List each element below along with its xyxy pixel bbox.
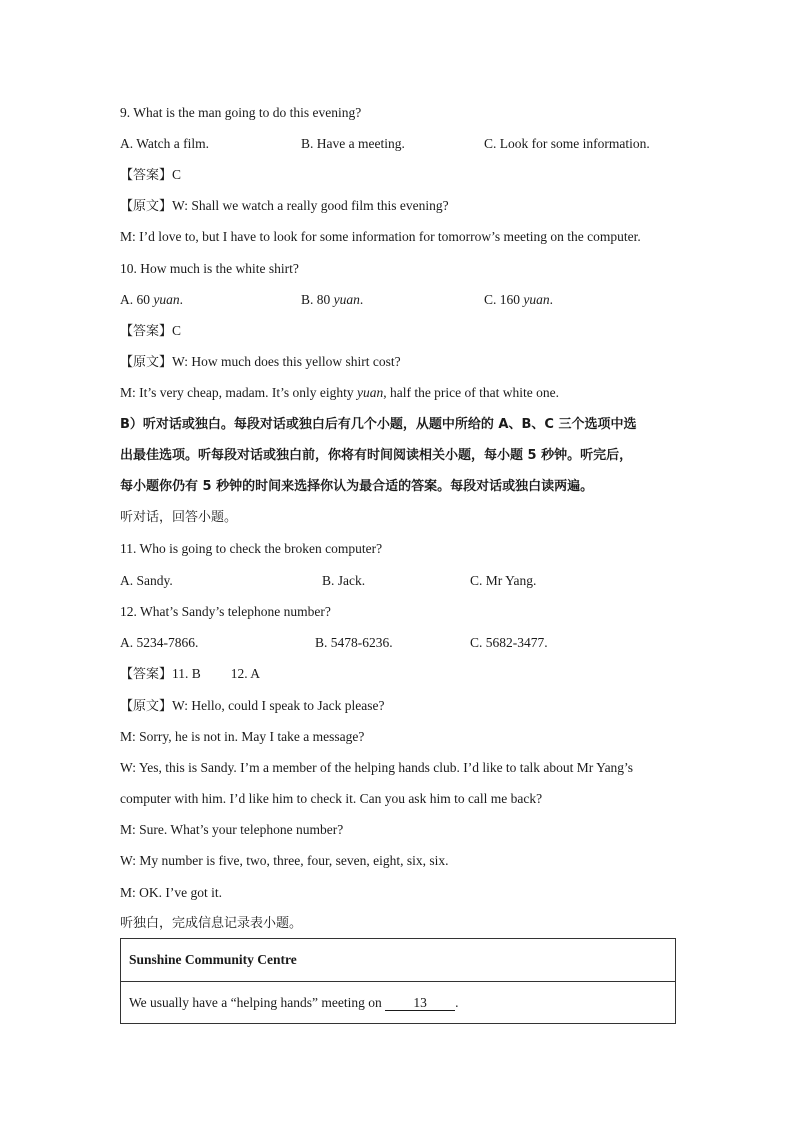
q9-answer <box>120 166 181 185</box>
transcript-label: 【原文】 <box>120 199 173 214</box>
table-row-text: We usually have a “helping hands” meeting on 13 . <box>129 995 459 1010</box>
section-b-instruction-2: 出最佳选项。听每段对话或独白前，你将有时间阅读相关小题，每小题 5 秒钟。听完后， <box>120 448 633 463</box>
table-title: Sunshine Community Centre <box>129 952 297 967</box>
answer-value: C <box>172 323 182 338</box>
answer-label: 【答案】 <box>120 667 173 682</box>
q11-12-transcript-2: M: Sorry, he is not in. May I take a message? <box>120 729 365 744</box>
q10-option-a: A. 60 yuan. <box>120 292 183 307</box>
section-b-instruction-1: B）听对话或独白。每段对话或独白后有几个小题，从题中所给的 A、B、C 三个选项中选 <box>120 417 637 432</box>
q11-12-transcript-5: M: Sure. What’s your telephone number? <box>120 822 344 837</box>
q11-12-transcript-3: W: Yes, this is Sandy. I’m a member of the helping hands club. I’d like to talk about Mr Yang’s <box>120 760 634 775</box>
q9-transcript-m: M: I’d love to, but I have to look for some information for tomorrow’s meeting on the computer. <box>120 229 641 244</box>
q9-option-b: B. Have a meeting. <box>301 136 405 151</box>
dialogue-prompt: 听对话，回答小题。 <box>120 510 238 525</box>
q12-option-b: B. 5478-6236. <box>315 635 393 650</box>
question-12: 12. What’s Sandy’s telephone number? <box>120 604 331 619</box>
transcript-label: 【原文】 <box>120 699 173 714</box>
q12-option-c: C. 5682-3477. <box>470 635 548 650</box>
q11-12-transcript-6: W: My number is five, two, three, four, seven, eight, six, six. <box>120 853 449 868</box>
q10-answer <box>120 322 181 341</box>
answer-value: C <box>172 167 182 182</box>
q11-12-transcript-4: computer with him. I’d like him to check it. Can you ask him to call me back? <box>120 791 543 806</box>
q11-option-c: C. Mr Yang. <box>470 573 537 588</box>
question-11: 11. Who is going to check the broken computer? <box>120 541 383 556</box>
answer-11: 11. B <box>172 666 201 681</box>
q12-option-a: A. 5234-7866. <box>120 635 199 650</box>
q11-12-transcript-1 <box>120 697 384 716</box>
answer-12: 12. A <box>230 666 261 681</box>
question-10: 10. How much is the white shirt? <box>120 261 299 276</box>
q10-option-b: B. 80 yuan. <box>301 292 364 307</box>
answer-label: 【答案】 <box>120 324 173 339</box>
q10-option-c: C. 160 yuan. <box>484 292 554 307</box>
question-9: 9. What is the man going to do this evening? <box>120 105 362 120</box>
q9-option-c: C. Look for some information. <box>484 136 650 151</box>
q11-option-a: A. Sandy. <box>120 573 173 588</box>
transcript-text: W: How much does this yellow shirt cost? <box>172 354 401 369</box>
transcript-text: W: Hello, could I speak to Jack please? <box>172 698 385 713</box>
transcript-text: W: Shall we watch a really good film this evening? <box>172 198 449 213</box>
transcript-label: 【原文】 <box>120 355 173 370</box>
table-row <box>121 982 675 1024</box>
monologue-prompt: 听独白，完成信息记录表小题。 <box>120 916 303 931</box>
q10-transcript-w <box>120 353 401 372</box>
q9-option-a: A. Watch a film. <box>120 136 210 151</box>
table-header-row <box>121 939 675 982</box>
answer-blank-13: 13 <box>385 996 455 1011</box>
q10-transcript-m: M: It’s very cheap, madam. It’s only eighty yuan, half the price of that white one. <box>120 385 560 400</box>
answer-label: 【答案】 <box>120 168 173 183</box>
q11-12-answer <box>120 665 260 684</box>
q11-12-transcript-7: M: OK. I’ve got it. <box>120 885 222 900</box>
q11-option-b: B. Jack. <box>322 573 366 588</box>
q9-transcript-w <box>120 197 449 216</box>
info-record-table <box>120 938 676 1024</box>
section-b-instruction-3: 每小题你仍有 5 秒钟的时间来选择你认为最合适的答案。每段对话或独白读两遍。 <box>120 479 594 494</box>
